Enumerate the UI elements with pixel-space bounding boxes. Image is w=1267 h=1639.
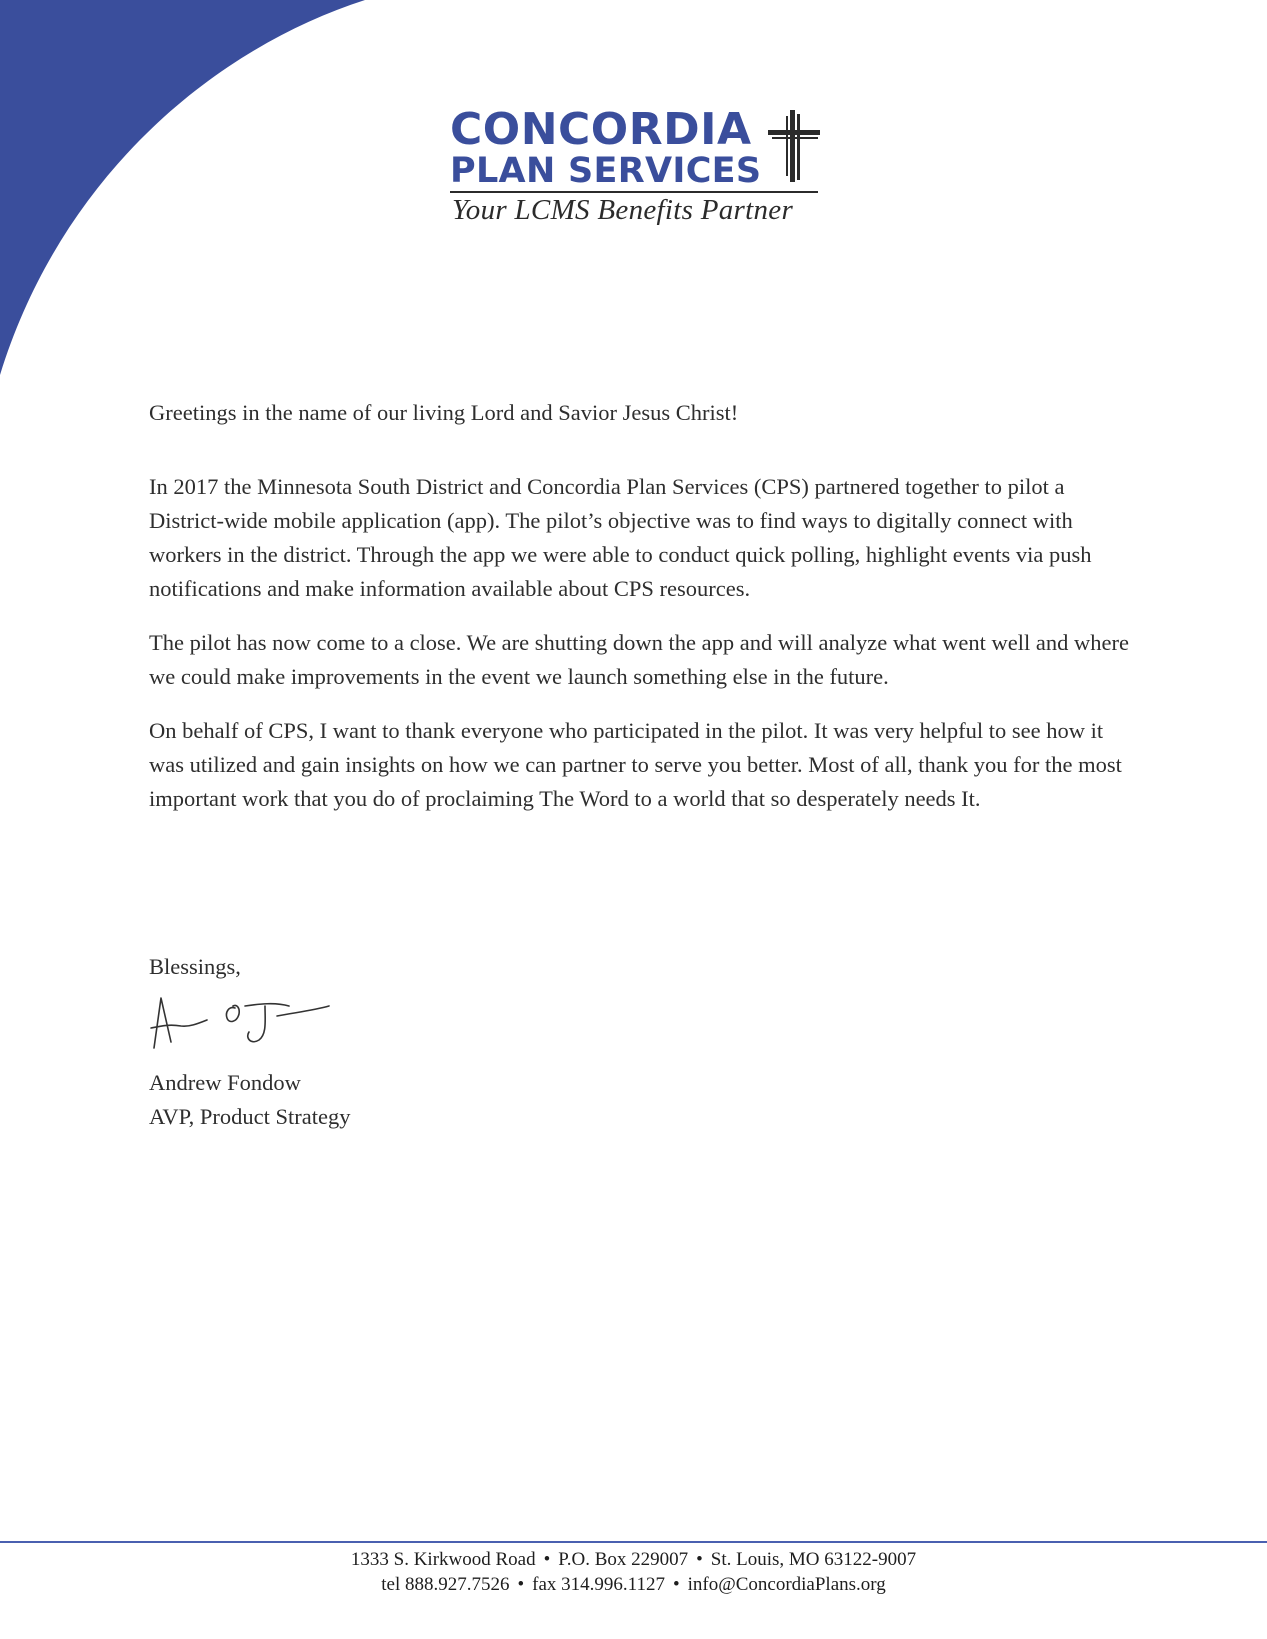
footer-separator: •	[672, 1574, 680, 1595]
footer-separator: •	[543, 1549, 551, 1570]
signer-block	[149, 1066, 350, 1134]
footer-email: info@ConcordiaPlans.org	[687, 1574, 886, 1595]
paragraph-2: The pilot has now come to a close. We are shutting down the app and will analyze what went well and where we could make improvements in the event we launch something else in the future.	[149, 630, 1129, 689]
paragraph-3: On behalf of CPS, I want to thank everyone who participated in the pilot. It was very helpful to see how it was utilized and gain insights on how we can partner to serve you better. Most of all, thank you for the most important work that you do of proclaiming The Word to a world that so desperately needs It.	[149, 718, 1122, 811]
footer-street: 1333 S. Kirkwood Road	[350, 1549, 536, 1570]
handwritten-signature	[149, 990, 349, 1060]
footer-divider	[0, 1541, 1267, 1543]
signer-name: Andrew Fondow	[149, 1070, 301, 1095]
company-logo	[450, 104, 830, 226]
footer-city: St. Louis, MO 63122-9007	[710, 1549, 917, 1570]
signer-title: AVP, Product Strategy	[149, 1104, 351, 1129]
greeting: Greetings in the name of our living Lord and Savior Jesus Christ!	[149, 400, 739, 425]
logo-divider	[450, 191, 818, 193]
corner-swoosh-decoration	[0, 0, 380, 380]
footer-address-line	[0, 1547, 1267, 1572]
footer-tel: tel 888.927.7526	[381, 1574, 510, 1595]
cross-icon	[766, 110, 822, 182]
footer-po-box: P.O. Box 229007	[558, 1549, 689, 1570]
footer-contact-line	[0, 1572, 1267, 1597]
footer-separator: •	[696, 1549, 703, 1570]
logo-tagline: Your LCMS Benefits Partner	[452, 194, 794, 226]
footer-contact	[0, 1547, 1267, 1597]
letter-body	[149, 396, 1129, 836]
logo-name-line2: PLAN SERVICES	[450, 151, 762, 191]
footer-fax: fax 314.996.1127	[532, 1574, 665, 1595]
paragraph-1: In 2017 the Minnesota South District and Concordia Plan Services (CPS) partnered together to pilot a District-wide mobile application (app). The pilot’s objective was to find ways to digitally connect with workers in the district. Through the app we were able to conduct quick polling, highlight events via push notifications and make information available about CPS resources.	[149, 474, 1092, 601]
logo-name-line1: CONCORDIA	[450, 104, 752, 155]
footer-separator: •	[517, 1574, 525, 1595]
closing: Blessings,	[149, 954, 241, 979]
